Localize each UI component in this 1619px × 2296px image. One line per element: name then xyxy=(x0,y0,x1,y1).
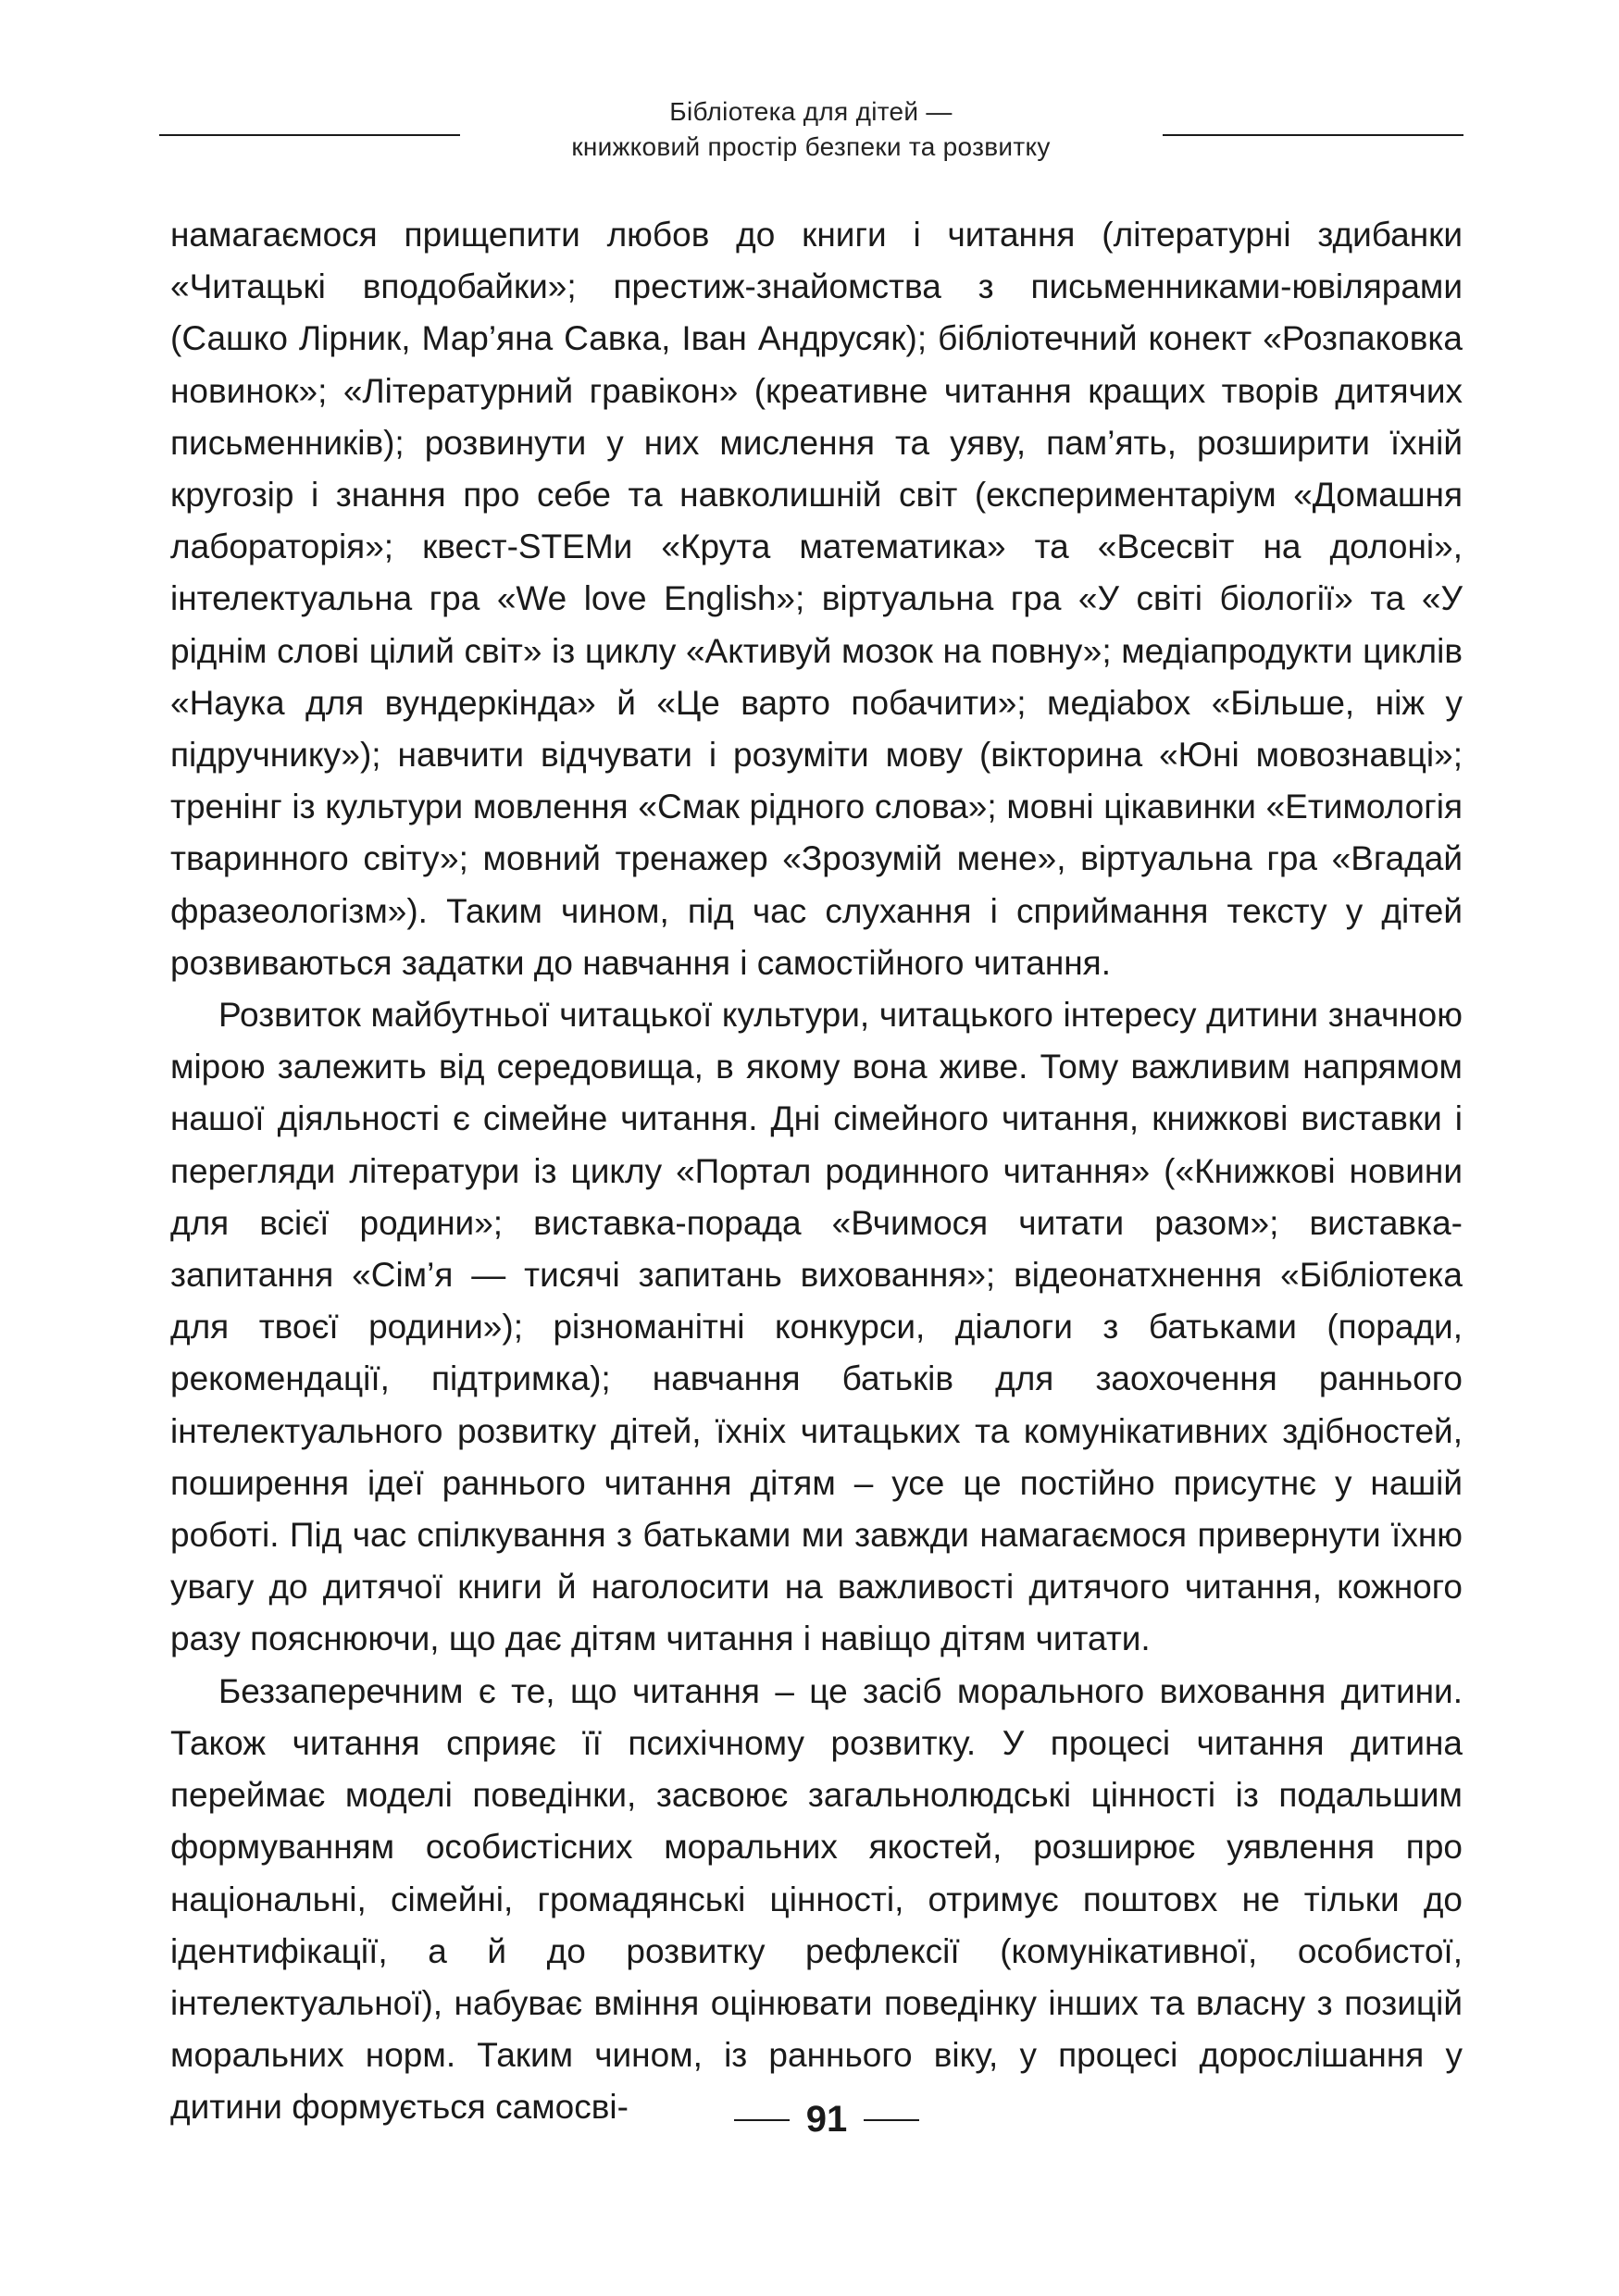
footer-rule-left xyxy=(734,2119,790,2121)
header-rule-left xyxy=(159,134,460,136)
paragraph-1: намагаємося прищепити любов до книги і читання (літературні здибанки «Читацькі вподобайки»; престиж-знайомства з письменниками-ювілярами (Сашко Лірник, Мар’яна Савка, Іван Андрусяк); бібліотечний конект «Розпаковка новинок»; «Літературний гравікон» (креативне читання кращих творів дитячих письменників); розвинути у них мислення та уяву, пам’ять, розширити їхній кругозір і знання про себе та навколишній світ (експериментаріум «Домашня лабораторія»; квест-STEMи «Крута математика» та «Всесвіт на долоні», інтелектуальна гра «We love English»; віртуальна гра «У світі біології» та «У ріднім слові цілий світ» із циклу «Активуй мозок на повну»; медіапродукти циклів «Наука для вундеркінда» й «Це варто побачити»; медіаbox «Більше, ніж у підручнику»); навчити відчувати і розуміти мову (вікторина «Юні мовознавці»; тренінг із культури мовлення «Смак рідного слова»; мовні цікавинки «Етимологія тваринного світу»; мовний тренажер «Зрозумій мене», віртуальна гра «Вгадай фразеологізм»). Таким чином, під час слухання і сприймання тексту у дітей розвиваються задатки до навчання і самостійного читання. xyxy=(170,216,1463,982)
header-title-line-2: книжковий простір безпеки та розвитку xyxy=(571,132,1051,161)
header-rule-right xyxy=(1163,134,1463,136)
header-title xyxy=(463,94,1159,165)
page-body xyxy=(170,209,1463,2134)
page-footer xyxy=(0,2093,1619,2149)
page-number: 91 xyxy=(805,2099,848,2140)
paragraph-2: Розвиток майбутньої читацької культури, читацького інтересу дитини значною мірою залежить від середовища, в якому вона живе. Тому важливим напрямом нашої діяльності є сімейне читання. Дні сімейного читання, книжкові виставки і перегляди літератури із циклу «Портал родинного читання» («Книжкові новини для всієї родини»; виставка-порада «Вчимося читати разом»; виставка-запитання «Сім’я — тисячі запитань виховання»; відеонатхнення «Бібліотека для твоєї родини»); різноманітні конкурси, діалоги з батьками (поради, рекомендації, підтримка); навчання батьків для заохочення раннього інтелектуального розвитку дітей, їхніх читацьких та комунікативних здібностей, поширення ідеї раннього читання дітям – усе це постійно присутнє у нашій роботі. Під час спілкування з батьками ми завжди намагаємося привернути їхню увагу до дитячої книги й наголосити на важливості дитячого читання, кожного разу пояснюючи, що дає дітям читання і навіщо дітям читати. xyxy=(170,996,1463,1658)
running-header xyxy=(0,89,1619,172)
paragraph-3: Беззаперечним є те, що читання – це засіб морального виховання дитини. Також читання сприяє її психічному розвитку. У процесі читання дитина переймає моделі поведінки, засвоює загальнолюдські цінності із подальшим формуванням особистісних моральних якостей, розширює уявлення про національні, сімейні, громадянські цінності, отримує поштовх не тільки до ідентифікації, а й до розвитку рефлексії (комунікативної, особистої, інтелектуальної), набуває вміння оцінювати поведінку інших та власну з позицій моральних норм. Таким чином, із раннього віку, у процесі дорослішання у дитини формується самосві- xyxy=(170,1671,1463,2127)
footer-rule-right xyxy=(864,2119,919,2121)
header-title-line-1: Бібліотека для дітей — xyxy=(669,97,953,126)
